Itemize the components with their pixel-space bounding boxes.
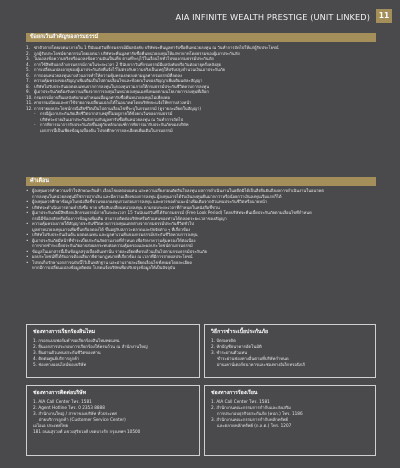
note-text: ผู้เอาประกันภัยมีสิทธิยกเลิกกรมธรรม์ภายในระยะเวลา 15 วันนับแต่วันที่ได้รับกรมธรรม์ (Free Look Period) โดยบริษัทจะคืนเบี้ยประกันภัยตามเงื่อนไขที่กำหนด bbox=[32, 210, 312, 215]
note-text: บริษัทจะดำเนินการตามคำสั่งซื้อ ขาย หรือสับเปลี่ยนหน่วยลงทุน ตามรอบระยะเวลาที่กำหนดในหนังสือชี้ชวน bbox=[32, 204, 220, 210]
condition-text: ถูกผู้รับประโยชน์ฆาตกรรมโดยเจตนา บริษัทจะคืนมูลค่ารับซื้อคืนหน่วยลงทุนให้แก่ทายาทโดยธรรมของผู้เอาประกันภัย bbox=[34, 50, 240, 56]
condition-number: 5. bbox=[26, 67, 30, 72]
bullet-icon: • bbox=[26, 232, 29, 237]
complaint-heading: ช่องทางการร้องเรียน bbox=[211, 390, 258, 396]
note-text: โปรดเก็บรักษาเอกสารฉบับนี้ไว้เป็นหลักฐาน และอ่านรายละเอียดเงื่อนไขทั้งหมดโดยละเอียด bbox=[32, 259, 192, 265]
condition-number: 9. bbox=[26, 89, 30, 94]
condition-text: การถอนหน่วยลงทุนบางส่วนอาจทำให้ความคุ้มครองลดลงตามมูลค่ากรมธรรม์ที่ลดลง bbox=[34, 72, 183, 78]
condition-text: บริษัทไม่รับประกันผลตอบแทนจากการลงทุนในกองทุนรวมภายใต้กรมธรรม์ประกันชีวิตควบการลงทุน bbox=[34, 83, 210, 89]
box-line: 3. ชำระผ่านตัวแทน bbox=[211, 350, 248, 355]
condition-number: 7. bbox=[26, 78, 30, 83]
box-line: ชำระผ่านช่องทางอื่นตามที่บริษัทกำหนด bbox=[217, 356, 289, 361]
bullet-icon: • bbox=[26, 199, 29, 204]
box-line: 181 ถนนสุรวงศ์ แขวงสุริยวงศ์ เขตบางรัก กรุงเทพฯ 10500 bbox=[33, 429, 141, 434]
condition-text: การจ่ายผลประโยชน์กรณีเสียชีวิตเป็นไปตามเงื่อนไขที่ระบุในกรมธรรม์ (ดูรายละเอียดในสัญญา) bbox=[34, 105, 201, 111]
notes-heading: คำเตือน bbox=[26, 177, 376, 186]
box-line: เอไอเอ ประเทศไทย bbox=[33, 423, 69, 428]
bullet-icon: • bbox=[26, 237, 29, 243]
box-line: 2. หักบัญชีธนาคารอัตโนมัติ bbox=[211, 344, 262, 349]
box-line: 1. AIA Call Center โทร. 1581 bbox=[211, 399, 270, 404]
bullet-icon: • bbox=[26, 204, 29, 210]
note-text: การลงทุนในหน่วยลงทุนมิใช่การฝากเงิน และมีความเสี่ยงของการลงทุน ผู้ลงทุนอาจได้รับเงินลงทุนคืนมากกว่าหรือน้อยกว่าเงินลงทุนเริ่มแรกก็ได้ bbox=[32, 193, 282, 199]
condition-text: กรณีผู้เอาประกันภัยเสียชีวิตจากสาเหตุที่ไม่อยู่ภายใต้ข้อยกเว้นของกรมธรรม์ bbox=[40, 111, 173, 116]
box-line: ผ่านเคาน์เตอร์ธนาคารและช่องทางอิเล็กทรอนิกส์ bbox=[217, 362, 305, 367]
note-text: ความคุ้มครองภายใต้สัญญาประกันชีวิตควบการลงทุนแตกต่างจากกรมธรรม์ประกันชีวิตทั่วไป bbox=[32, 221, 194, 226]
note-text: มูลค่าหน่วยลงทุนอาจเพิ่มขึ้นหรือลดลงได้ ขึ้นอยู่กับสภาวะตลาดและปัจจัยต่าง ๆ ที่เกี่ยวข้อง bbox=[32, 226, 191, 232]
note-text: ข้อมูลในเอกสารนี้เป็นข้อมูลสรุปเบื้องต้นเท่านั้น รายละเอียดที่ครบถ้วนเป็นไปตามกรมธรรม์ประกันภัย bbox=[32, 248, 207, 254]
condition-text: การพิจารณาการรับประกันภัยขึ้นอยู่กับหลักเกณฑ์การพิจารณารับประกันภัยของบริษัท bbox=[40, 122, 189, 127]
box-line: และตลาดหลักทรัพย์ (ก.ล.ต.) โทร. 1207 bbox=[217, 423, 292, 428]
condition-text: การเปลี่ยนแปลงอายุของผู้เอาประกันภัยที่แจ้งไว้ไม่ตรงกับความจริงเป็นเหตุให้ปรับปรุงจำนวนเงินเอาประกันภัย bbox=[34, 67, 225, 72]
condition-item bbox=[26, 128, 376, 134]
condition-text: ผู้เอาประกันภัยต้องรับความเสี่ยงจากการลงทุนในหน่วยลงทุนเองทั้งหมดตามนโยบายการลงทุนที่เลือก bbox=[34, 89, 209, 94]
claims-box bbox=[26, 324, 200, 378]
document-title: AIA INFINITE WEALTH PRESTIGE (UNIT LINKED) bbox=[175, 12, 370, 22]
notes-list bbox=[26, 188, 376, 271]
box-line: 3. ยื่นผ่านตัวแทนประกันชีวิตของท่าน bbox=[33, 350, 101, 355]
condition-number: 4. bbox=[26, 61, 30, 67]
bullet-icon: • bbox=[26, 254, 29, 259]
condition-number: 6. bbox=[26, 72, 30, 78]
condition-number: 3. bbox=[26, 56, 30, 61]
note-text: หากมีการเปลี่ยนแปลงข้อมูลติดต่อ โปรดแจ้งบริษัทเพื่อปรับปรุงข้อมูลให้เป็นปัจจุบัน bbox=[32, 265, 176, 270]
contact-heading: ช่องทางการติดต่อบริษัท bbox=[33, 390, 87, 396]
contact-box bbox=[26, 385, 200, 456]
box-line: ฝ่ายบริการลูกค้า (Customer Service Center) bbox=[39, 417, 126, 422]
note-text: บริษัทไม่รับประกันเงินต้น ผลตอบแทน และมูลค่าเวนคืนของกรมธรรม์ประกันชีวิตควบการลงทุน bbox=[32, 232, 198, 237]
condition-text: เอกสารนี้เป็นเพียงข้อมูลเบื้องต้น โปรดศึกษารายละเอียดเพิ่มเติมในกรมธรรม์ bbox=[40, 127, 173, 133]
bullet-icon: • bbox=[26, 259, 29, 265]
complaint-box bbox=[204, 385, 376, 456]
condition-text: การใช้สิทธิบอกล้างกรมธรรม์ภายในระยะเวลา 2 ปีนับจากวันที่กรมธรรม์มีผลบังคับหรือวันต่ออายุครั้งหลังสุด bbox=[34, 61, 222, 67]
claims-heading: ช่องทางการเรียกร้องสินไหม bbox=[33, 329, 96, 335]
bullet-icon: • bbox=[26, 188, 29, 193]
note-item bbox=[26, 265, 376, 271]
note-text: การขาดชำระเบี้ยประกันภัยอาจส่งผลกระทบต่อความคุ้มครองและผลประโยชน์ตามกรมธรรม์ bbox=[32, 243, 193, 248]
payment-heading: วิธีการชำระเบี้ยประกันภัย bbox=[211, 329, 269, 335]
condition-number: 8. bbox=[26, 83, 30, 89]
note-text: กรณีมีข้อสงสัยหรือต้องการข้อมูลเพิ่มเติม สามารถติดต่อบริษัทหรือตัวแทนของท่านได้ตลอดระยะเวลาของสัญญา bbox=[32, 215, 227, 221]
box-line: 2. สำนักงานคณะกรรมการกำกับและส่งเสริม bbox=[211, 405, 291, 410]
condition-number: 11. bbox=[26, 100, 33, 105]
box-line: การประกอบธุรกิจประกันภัย (คปภ.) โทร. 1186 bbox=[217, 411, 303, 416]
condition-text: ฆ่าตัวตายโดยเจตนาภายใน 1 ปีนับแต่วันที่กรมธรรม์มีผลบังคับ บริษัทจะคืนมูลค่ารับซื้อคืนหน่วยลงทุน ณ วันทำการถัดไปให้แก่ผู้รับประโยชน์ bbox=[34, 45, 279, 50]
box-line: 3. สำนักงานใหญ่ / สาขาของบริษัท ทั่วประเทศ bbox=[33, 411, 117, 416]
conditions-list bbox=[26, 45, 376, 133]
conditions-heading: ข้อยกเว้นสำคัญของกรมธรรม์ bbox=[26, 33, 376, 42]
dash-icon: - bbox=[34, 111, 36, 116]
condition-number: 12. bbox=[26, 105, 33, 111]
condition-number: 2. bbox=[26, 50, 30, 56]
condition-text: ไม่แถลงข้อความจริงหรือแถลงข้อความอันเป็นเท็จ ตามที่ระบุไว้ในเงื่อนไขทั่วไปของกรมธรรม์ประกันภัย bbox=[34, 56, 214, 61]
box-line: 1. AIA Call Center โทร. 1581 bbox=[33, 399, 92, 404]
box-line: 2. Agent Hotline โทร. 0 2353 8888 bbox=[33, 405, 105, 410]
page-number-badge: 11 bbox=[376, 9, 392, 23]
box-line: 5. ช่องทางออนไลน์ของบริษัท bbox=[33, 362, 87, 367]
box-line: 4. ติดต่อศูนย์บริการลูกค้า bbox=[33, 356, 80, 361]
condition-text: ค่าธรรมเนียมและค่าใช้จ่ายอาจเปลี่ยนแปลงได้ในอนาคตโดยบริษัทจะแจ้งให้ทราบล่วงหน้า bbox=[34, 100, 192, 105]
condition-text: บริษัทจะจ่ายเงินเอาประกันภัยรวมกับมูลค่ารับซื้อคืนหน่วยลงทุน ณ วันทำการถัดไป bbox=[40, 116, 184, 122]
note-text: ผู้ลงทุนควรทำความเข้าใจลักษณะสินค้า เงื่อนไขผลตอบแทน และความเสี่ยงก่อนตัดสินใจลงทุน ผลการดำเนินงานในอดีตมิได้เป็นสิ่งยืนยันถึงผลการดำเนินงานในอนาคต bbox=[32, 188, 324, 193]
page-header bbox=[0, 0, 400, 34]
condition-text: ความคุ้มครองของสัญญาเพิ่มเติมเป็นไปตามเงื่อนไขและข้อยกเว้นของสัญญาเพิ่มเติมแต่ละสัญญา bbox=[34, 78, 203, 83]
condition-number: 10. bbox=[26, 94, 33, 100]
payment-box bbox=[204, 324, 376, 378]
condition-number: 1. bbox=[26, 45, 30, 50]
note-text: ผู้ลงทุนควรศึกษาข้อมูลในหนังสือชี้ชวนของกองทุนรวมก่อนการลงทุน และควรขอคำแนะนำเพิ่มเติมจากตัวแทนประกันชีวิตหรือนายหน้า bbox=[32, 199, 268, 204]
box-line: 2. ยื่นเอกสารประกอบการเรียกร้องให้ครบถ้วน ณ สำนักงานใหญ่ bbox=[33, 344, 148, 349]
condition-text: กรมธรรม์อาจสิ้นผลบังคับก่อนกำหนดเมื่อมูลค่ารับซื้อคืนหน่วยลงทุนไม่เพียงพอ bbox=[34, 94, 170, 100]
dash-icon: - bbox=[34, 122, 36, 127]
bullet-icon: • bbox=[26, 210, 29, 215]
bullet-icon: • bbox=[26, 221, 29, 226]
box-line: 1. กรอกแบบฟอร์มคำขอเรียกร้องสินไหมทดแทน bbox=[33, 338, 120, 343]
bullet-icon: • bbox=[26, 248, 29, 254]
note-text: ผลประโยชน์ที่ได้รับอาจต้องเสียภาษีตามกฎหมายที่เกี่ยวข้อง ณ เวลาที่มีการจ่ายผลประโยชน์ bbox=[32, 254, 193, 259]
box-line: 3. สำนักงานคณะกรรมการกำกับหลักทรัพย์ bbox=[211, 417, 288, 422]
note-text: ผู้เอาประกันภัยมีหน้าที่ชำระเบี้ยประกันภัยตามงวดที่กำหนด เพื่อรักษาความคุ้มครองให้ต่อเนื่อง bbox=[32, 237, 196, 243]
box-line: 1. บัตรเครดิต bbox=[211, 338, 236, 343]
